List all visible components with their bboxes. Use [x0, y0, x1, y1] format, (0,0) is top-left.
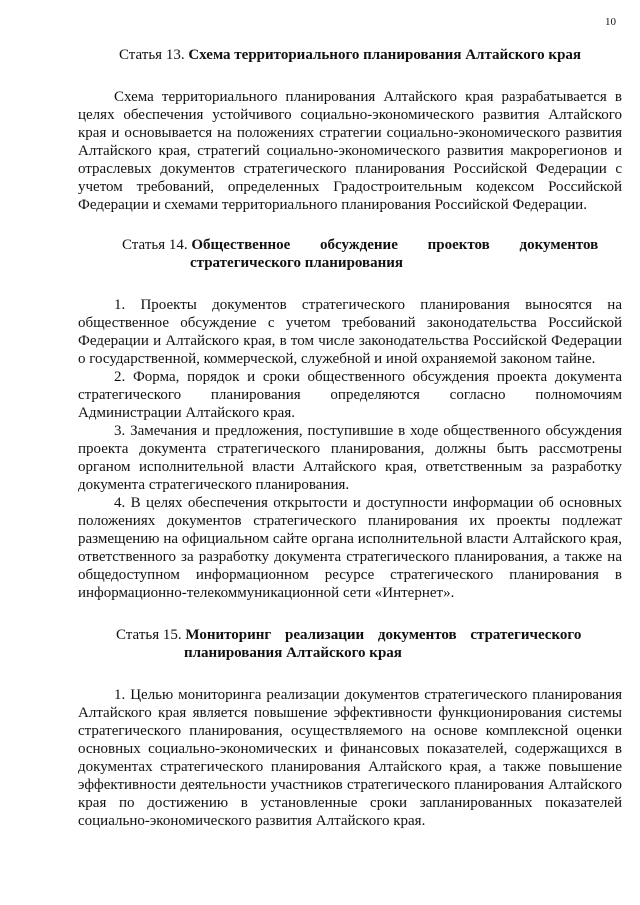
article-13-prefix: Статья 13.: [118, 47, 185, 63]
document-body: [78, 46, 622, 830]
article-13-heading: [78, 46, 622, 64]
article-15-title-line-2: планирования Алтайского края: [184, 645, 402, 661]
article-14-paragraph-4: 4. В целях обеспечения открытости и доступности информации об основных положениях документов стратегического планирования их проекты подлежат размещению на официальном сайте органа исполнительной власти Алтайского края, ответственного за разработку документа стратегического планирования, а также на общедоступном информационном ресурсе стратегического планирования в информационно-телекоммуникационной сети «Интернет».: [78, 495, 622, 601]
article-15-heading: [78, 626, 622, 662]
article-14-title-line-2: стратегического планирования: [190, 255, 404, 271]
article-14-heading: [78, 236, 622, 272]
article-14-paragraph-3: 3. Замечания и предложения, поступившие в ходе общественного обсуждения проекта документа стратегического планирования, должны быть рассмотрены органом исполнительной власти Алтайского края, ответственным за разработку документа стратегического планирования.: [78, 423, 622, 493]
article-14-prefix: Статья 14.: [122, 237, 188, 253]
page-number: 10: [605, 16, 616, 28]
article-14-paragraph-1: 1. Проекты документов стратегического планирования выносятся на общественное обсуждение с учетом требований законодательства Российской Федерации и Алтайского края, в том числе законодательства Российской Федерации о государственной, коммерческой, служебной и иной охраняемой законом тайне.: [78, 297, 622, 367]
article-14-title-line-1: Общественное обсуждение проектов документов: [191, 237, 599, 253]
article-15-title-line-1: Мониторинг реализации документов стратегического: [185, 627, 582, 643]
article-15-prefix: Статья 15.: [116, 627, 182, 643]
article-13-paragraph-1: Схема территориального планирования Алтайского края разрабатывается в целях обеспечения устойчивого социально-экономического развития Алтайского края и основывается на положениях стратегии социально-экономического развития Алтайского края, стратегий социально-экономического развития макрорегионов и отраслевых документов стратегического планирования Российской Федерации с учетом требований, определенных Градостроительным кодексом Российской Федерации и схемами территориального планирования Российской Федерации.: [78, 89, 622, 213]
article-14-paragraph-2: 2. Форма, порядок и сроки общественного обсуждения проекта документа стратегического планирования определяются согласно полномочиям Администрации Алтайского края.: [78, 369, 622, 421]
article-15-paragraph-1: 1. Целью мониторинга реализации документов стратегического планирования Алтайского края является повышение эффективности функционирования системы стратегического планирования, осуществляемого на основе комплексной оценки основных социально-экономических и финансовых показателей, содержащихся в документах стратегического планирования Алтайского края, а также повышение эффективности деятельности участников стратегического планирования Алтайского края по достижению в установленные сроки запланированных показателей социально-экономического развития Алтайского края.: [78, 687, 622, 829]
article-13-title: Схема территориального планирования Алтайского края: [188, 47, 582, 63]
